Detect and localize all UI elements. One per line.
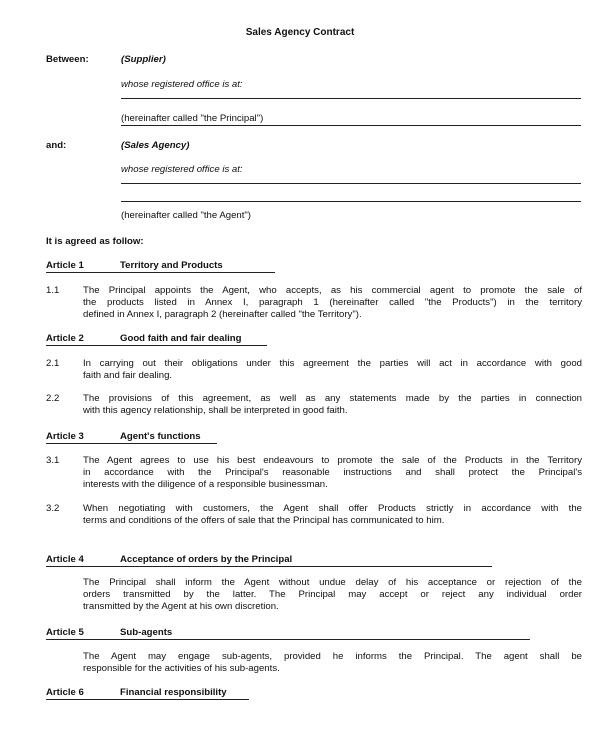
paragraph-line: The provisions of this agreement, as well as any statements made by the parties in connection xyxy=(83,393,582,404)
paragraph-line: In carrying out their obligations under this agreement the parties will act in accordance with good xyxy=(83,358,582,369)
article-title: Financial responsibility xyxy=(120,687,227,698)
paragraph-number: 1.1 xyxy=(46,285,60,296)
article-title: Acceptance of orders by the Principal xyxy=(120,554,293,565)
article-5-heading xyxy=(46,627,530,640)
paragraph-line: in accordance with the Principal's reasonable instructions and shall protect the Principal's xyxy=(83,467,582,478)
paragraph-line: interests with the diligence of a responsible businessman. xyxy=(83,479,328,490)
article-4-heading xyxy=(46,554,492,567)
article-number: Article 2 xyxy=(46,333,84,344)
article-number: Article 6 xyxy=(46,687,84,698)
article-title: Good faith and fair dealing xyxy=(120,333,242,344)
article-title: Agent's functions xyxy=(120,431,201,442)
paragraph-line: with this agency relationship, shall be interpreted in good faith. xyxy=(83,405,348,416)
paragraph-2-1 xyxy=(83,358,582,382)
paragraph-1-1 xyxy=(83,285,582,321)
article-3-heading xyxy=(46,431,217,444)
paragraph-line: When negotiating with customers, the Agent shall offer Products strictly in accordance with the xyxy=(83,503,582,514)
paragraph-number: 3.1 xyxy=(46,455,60,466)
paragraph-3-1 xyxy=(83,455,582,491)
article-1-heading xyxy=(46,260,275,273)
article-2-heading xyxy=(46,333,267,346)
article-number: Article 3 xyxy=(46,431,84,442)
article-number: Article 5 xyxy=(46,627,84,638)
supplier-office-text: whose registered office is at: xyxy=(121,79,243,90)
supplier-called-text: (hereinafter called "the Principal") xyxy=(121,113,264,124)
agency-office-text: whose registered office is at: xyxy=(121,164,243,175)
paragraph-line: The Agent agrees to use his best endeavours to promote the sale of the Products in the Territory xyxy=(83,455,582,466)
paragraph-line: faith and fair dealing. xyxy=(83,370,173,381)
article-number: Article 4 xyxy=(46,554,84,565)
and-label: and: xyxy=(46,140,67,151)
supplier-address-line-2 xyxy=(121,125,581,126)
paragraph-line: transmitted by the Agent at his own discretion. xyxy=(83,601,279,612)
paragraph-4 xyxy=(83,577,582,613)
agreed-text: It is agreed as follow: xyxy=(46,236,144,247)
article-title: Sub-agents xyxy=(120,627,173,638)
paragraph-number: 2.1 xyxy=(46,358,60,369)
paragraph-3-2 xyxy=(83,503,582,527)
article-6-heading xyxy=(46,687,249,700)
agency-label: (Sales Agency) xyxy=(121,140,190,151)
paragraph-line: The Principal appoints the Agent, who accepts, as his commercial agent to promote the sale of xyxy=(83,285,582,296)
supplier-label: (Supplier) xyxy=(121,54,166,65)
agency-called-text: (hereinafter called "the Agent") xyxy=(121,210,252,221)
paragraph-line: defined in Annex I, paragraph 2 (hereinafter called "the Territory"). xyxy=(83,309,362,320)
document-title: Sales Agency Contract xyxy=(245,27,355,38)
paragraph-line: The Principal shall inform the Agent without undue delay of his acceptance or rejection of the xyxy=(83,577,582,588)
paragraph-5 xyxy=(83,651,582,675)
paragraph-line: responsible for the activities of his sub-agents. xyxy=(83,663,280,674)
paragraph-line: orders transmitted by the latter. The Principal may accept or reject any individual order xyxy=(83,589,582,600)
paragraph-line: The Agent may engage sub-agents, provided he informs the Principal. The agent shall be xyxy=(83,651,582,662)
paragraph-number: 3.2 xyxy=(46,503,60,514)
paragraph-line: the products listed in Annex I, paragraph 1 (hereinafter called "the Products") in the territory xyxy=(83,297,582,308)
paragraph-line: terms and conditions of the offers of sale that the Principal has communicated to him. xyxy=(83,515,445,526)
agency-address-line-1 xyxy=(121,183,581,184)
paragraph-number: 2.2 xyxy=(46,393,60,404)
article-number: Article 1 xyxy=(46,260,84,271)
supplier-address-line-1 xyxy=(121,98,581,99)
agency-address-line-2 xyxy=(121,201,581,202)
article-title: Territory and Products xyxy=(120,260,223,271)
between-label: Between: xyxy=(46,54,89,65)
paragraph-2-2 xyxy=(83,393,582,417)
